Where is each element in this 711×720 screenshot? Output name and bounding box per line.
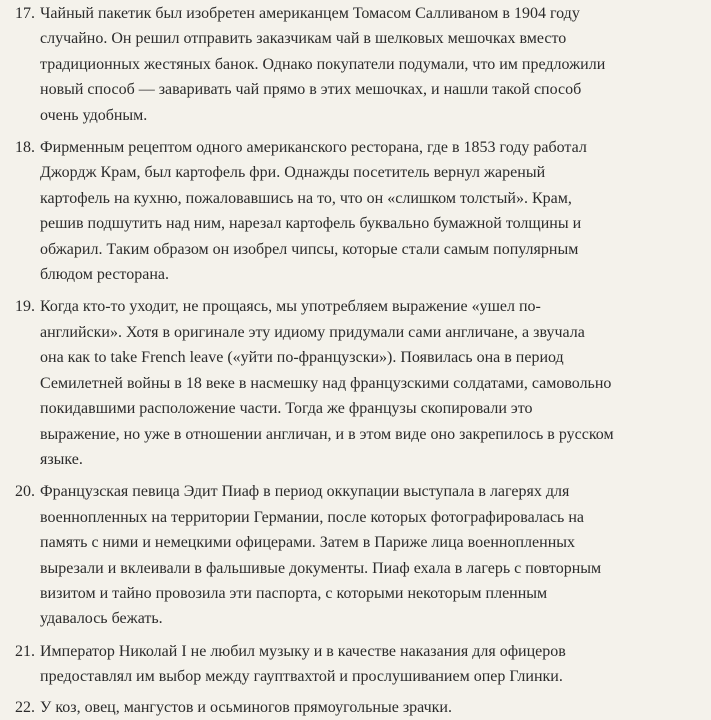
- list-item-number: 18.: [15, 139, 35, 157]
- text-line: обжарил. Таким образом он изобрел чипсы, которые стали самым популярным: [40, 240, 579, 258]
- list-item-text: [40, 135, 690, 287]
- list-item: [0, 639, 711, 690]
- list-item-text: [40, 695, 690, 720]
- text-line: очень удобным.: [40, 106, 148, 124]
- text-line: предоставлял им выбор между гауптвахтой и прослушиванием опер Глинки.: [40, 668, 563, 686]
- text-line: визитом и тайно провозила эти паспорта, с которыми некоторым пленным: [40, 584, 548, 602]
- list-item: [0, 695, 711, 720]
- text-line: решив подшутить над ним, нарезал картофель буквально бумажной толщины и: [40, 215, 582, 233]
- list-item-number: 22.: [15, 698, 35, 716]
- text-line: новый способ — заваривать чай прямо в этих мешочках, и нашли такой способ: [40, 81, 582, 99]
- list-item: [0, 479, 711, 631]
- text-line: удавалось бежать.: [40, 610, 163, 628]
- text-line: Французская певица Эдит Пиаф в период оккупации выступала в лагерях для: [40, 483, 570, 501]
- text-line: традиционных жестяных банок. Однако покупатели подумали, что им предложили: [40, 55, 606, 73]
- text-line: Чайный пакетик был изобретен американцем Томасом Салливаном в 1904 году: [40, 5, 580, 22]
- text-line: английски». Хотя в оригинале эту идиому придумали сами англичане, а звучала: [40, 323, 585, 341]
- text-line: она как to take French leave («уйти по-французски»). Появилась она в период: [40, 349, 564, 367]
- text-line: блюдом ресторана.: [40, 266, 169, 284]
- text-line: память с ними и немецкими офицерами. Затем в Париже лица военнопленных: [40, 534, 576, 552]
- list-item-text: [40, 294, 690, 472]
- list-item-text: [40, 639, 690, 690]
- list-item: [0, 135, 711, 287]
- text-line: Фирменным рецептом одного американского ресторана, где в 1853 году работал: [40, 139, 587, 157]
- list-item-number: 21.: [15, 642, 35, 660]
- text-line: картофель на кухню, пожаловавшись на то, что он «слишком толстый». Крам,: [40, 189, 572, 207]
- text-line: Император Николай I не любил музыку и в качестве наказания для офицеров: [40, 642, 566, 660]
- text-line: Когда кто-то уходит, не прощаясь, мы употребляем выражение «ушел по-: [40, 298, 541, 316]
- list-item: [0, 294, 711, 472]
- list-item-number: 17.: [15, 5, 35, 22]
- list-item-number: 19.: [15, 298, 35, 316]
- text-line: вырезали и вклеивали в фальшивые документы. Пиаф ехала в лагерь с повторным: [40, 559, 602, 577]
- text-line: случайно. Он решил отправить заказчикам чай в шелковых мешочках вместо: [40, 30, 567, 48]
- text-line: военнопленных на территории Германии, после которых фотографировалась на: [40, 508, 585, 526]
- text-line: У коз, овец, мангустов и осьминогов прямоугольные зрачки.: [40, 698, 452, 716]
- list-item-text: [40, 479, 690, 631]
- list-item: [0, 0, 711, 128]
- text-line: выражение, но уже в отношении англичан, и в этом виде оно закрепилось в русском: [40, 425, 614, 443]
- text-line: Джордж Крам, был картофель фри. Однажды посетитель вернул жареный: [40, 164, 546, 182]
- list-item-number: 20.: [15, 483, 35, 501]
- text-line: Семилетней войны в 18 веке в насмешку над французскими солдатами, самовольно: [40, 374, 612, 392]
- text-line: покидавшими расположение части. Тогда же французы скопировали это: [40, 400, 533, 418]
- list-item-text: [40, 1, 690, 128]
- text-line: языке.: [40, 450, 83, 468]
